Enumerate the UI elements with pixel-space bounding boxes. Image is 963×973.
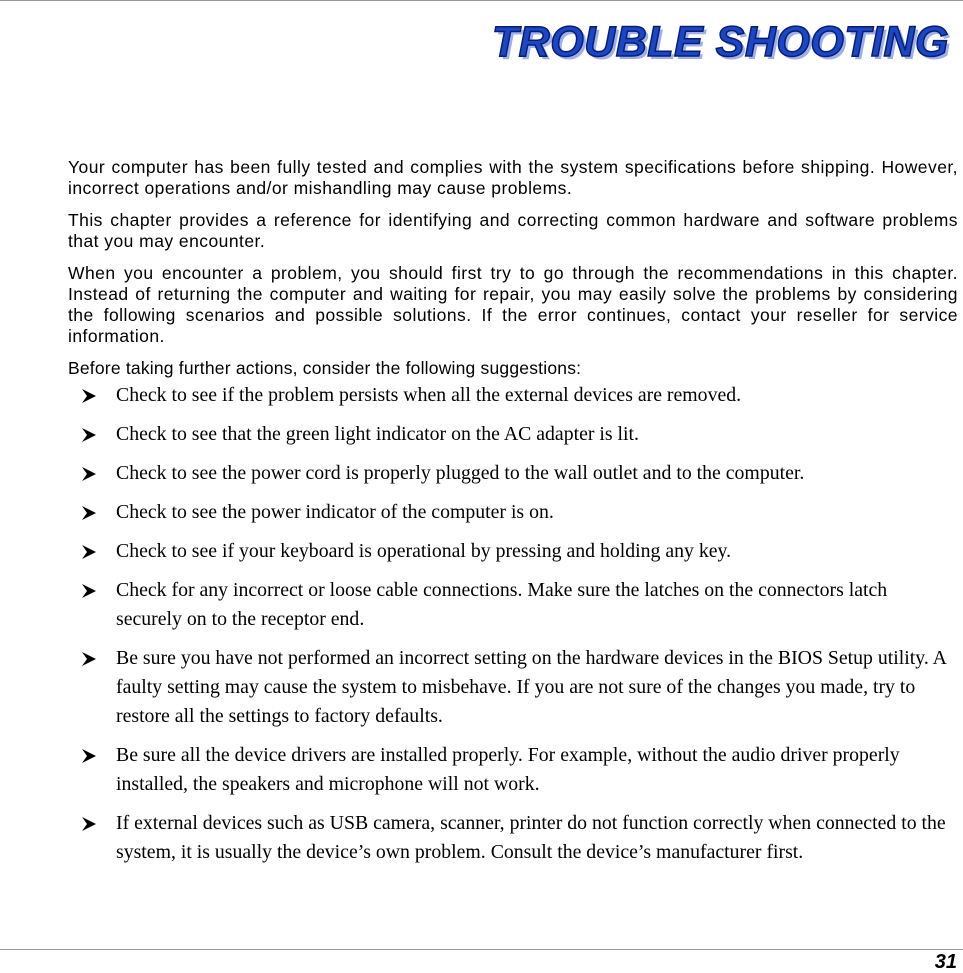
arrowhead-bullet-icon (81, 420, 101, 449)
list-item (68, 381, 958, 410)
intro-paragraph-2: This chapter provides a reference for identifying and correcting common hardware and software problems that you may encounter. (68, 210, 958, 251)
suggestions-list (68, 381, 958, 867)
page-number: 31 (934, 951, 957, 973)
page-title: TROUBLE SHOOTING (491, 18, 949, 66)
arrowhead-bullet-icon (81, 576, 101, 605)
list-item-text: Check for any incorrect or loose cable connections. Make sure the latches on the connectors latch securely on to the receptor end. (116, 579, 888, 630)
intro-paragraph-3: When you encounter a problem, you should first try to go through the recommendations in this chapter. Instead of returning the computer and waiting for repair, you may easily solve the problems by considering the following scenarios and possible solutions. If the error continues, contact your reseller for service information. (68, 263, 958, 346)
arrowhead-bullet-icon (81, 498, 101, 527)
list-item (68, 537, 958, 566)
arrowhead-bullet-icon (81, 381, 101, 410)
list-item-text: Be sure all the device drivers are installed properly. For example, without the audio driver properly installed, the speakers and microphone will not work. (116, 744, 900, 795)
list-item (68, 809, 958, 867)
footer-rule (0, 949, 963, 950)
list-item (68, 576, 958, 634)
list-item-text: Check to see the power cord is properly plugged to the wall outlet and to the computer. (116, 462, 805, 484)
suggestions-lead: Before taking further actions, consider the following suggestions: (68, 358, 582, 378)
list-item (68, 644, 958, 731)
list-item-text: Check to see the power indicator of the computer is on. (116, 501, 554, 523)
arrowhead-bullet-icon (81, 809, 101, 838)
list-item-text: Check to see that the green light indicator on the AC adapter is lit. (116, 423, 639, 445)
arrowhead-bullet-icon (81, 741, 101, 770)
list-item-text: If external devices such as USB camera, scanner, printer do not function correctly when connected to the system, it is usually the device’s own problem. Consult the device’s manufacturer first. (116, 812, 946, 863)
arrowhead-bullet-icon (81, 459, 101, 488)
list-item-text: Check to see if the problem persists when all the external devices are removed. (116, 384, 742, 406)
list-item-text: Be sure you have not performed an incorrect setting on the hardware devices in the BIOS Setup utility. A faulty setting may cause the system to misbehave. If you are not sure of the changes you made, try to restore all the settings to factory defaults. (116, 647, 946, 727)
top-rule (0, 0, 963, 1)
list-item (68, 420, 958, 449)
chapter-body (68, 157, 958, 877)
list-item-text: Check to see if your keyboard is operational by pressing and holding any key. (116, 540, 732, 562)
list-item (68, 459, 958, 488)
intro-paragraph-1: Your computer has been fully tested and complies with the system specifications before shipping. However, incorrect operations and/or mishandling may cause problems. (68, 157, 958, 198)
list-item (68, 741, 958, 799)
list-item (68, 498, 958, 527)
arrowhead-bullet-icon (81, 537, 101, 566)
arrowhead-bullet-icon (81, 644, 101, 673)
